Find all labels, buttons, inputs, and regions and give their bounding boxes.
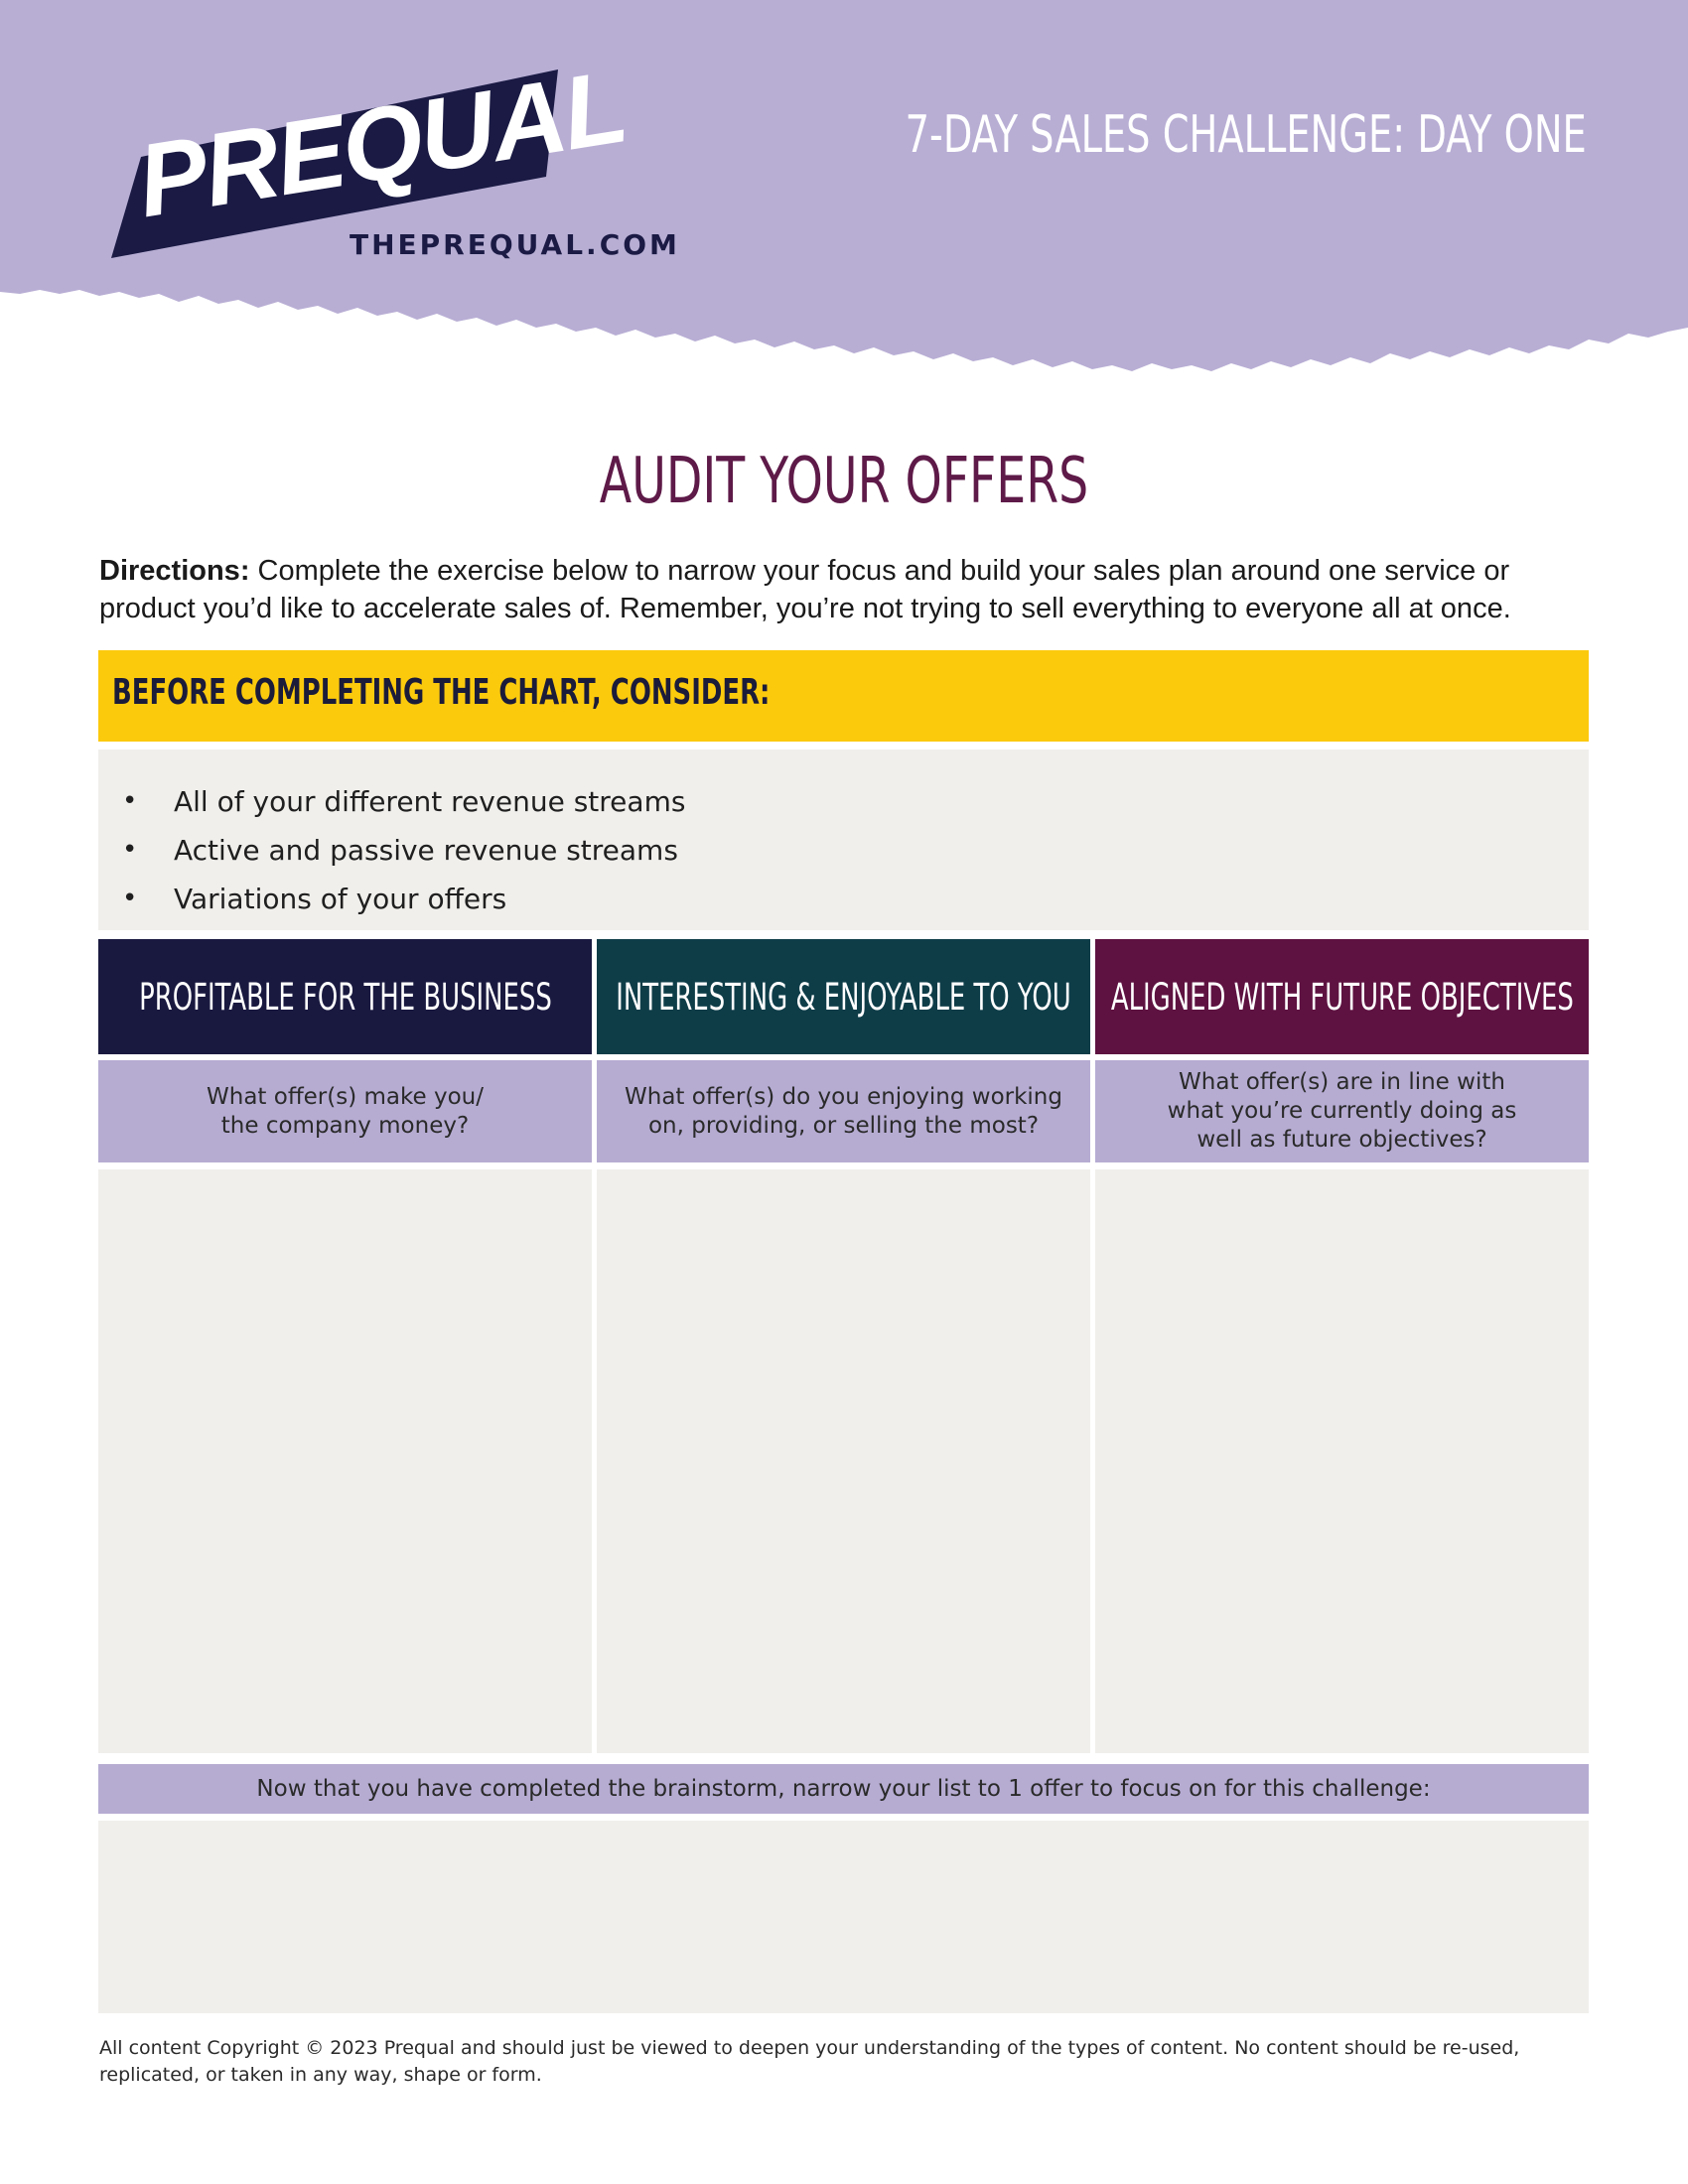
directions-label: Directions:	[99, 555, 250, 587]
copyright-footer: All content Copyright © 2023 Prequal and should just be viewed to deepen your understanding of the types of content. No content should be re-used, replicated, or taken in any way, shape or form.	[99, 2037, 1520, 2086]
prequal-logo	[111, 49, 680, 268]
column-header-aligned	[1095, 939, 1589, 1054]
column-header-interesting	[597, 939, 1090, 1054]
challenge-title: 7-DAY SALES CHALLENGE: DAY ONE	[905, 105, 1587, 165]
list-item	[122, 826, 685, 875]
logo-wordmark: PREQUAL	[129, 49, 633, 240]
column-question-aligned	[1095, 1060, 1589, 1162]
column-question-interesting	[597, 1060, 1090, 1162]
consider-heading-bar	[98, 650, 1589, 742]
bullet-icon: •	[122, 884, 138, 913]
list-item	[122, 875, 685, 923]
column-question-text: What offer(s) make you/ the company money?	[207, 1083, 484, 1139]
list-item	[122, 777, 685, 826]
column-header-label: ALIGNED WITH FUTURE OBJECTIVES	[1110, 975, 1574, 1019]
answer-area-aligned[interactable]	[1095, 1169, 1589, 1753]
bullet-icon: •	[122, 786, 138, 816]
consider-heading: BEFORE COMPLETING THE CHART, CONSIDER:	[112, 672, 771, 713]
column-header-label: INTERESTING & ENJOYABLE TO YOU	[616, 975, 1071, 1019]
list-item-text: Variations of your offers	[174, 883, 507, 915]
bullet-icon: •	[122, 835, 138, 865]
column-question-text: What offer(s) do you enjoying working on, providing, or selling the most?	[625, 1083, 1062, 1139]
logo-website: THEPREQUAL.COM	[350, 228, 680, 261]
consider-list-panel	[98, 750, 1589, 930]
narrow-prompt-bar	[98, 1764, 1589, 1814]
directions-paragraph	[99, 552, 1609, 627]
column-question-profitable	[98, 1060, 592, 1162]
narrow-prompt-text: Now that you have completed the brainstorm, narrow your list to 1 offer to focus on for this challenge:	[256, 1776, 1431, 1802]
column-question-text: What offer(s) are in line with what you’re currently doing as well as future objectives?	[1167, 1069, 1517, 1153]
page-title: AUDIT YOUR OFFERS	[599, 445, 1089, 518]
final-offer-answer-area[interactable]	[98, 1821, 1589, 2013]
answer-area-interesting[interactable]	[597, 1169, 1090, 1753]
list-item-text: Active and passive revenue streams	[174, 834, 678, 867]
consider-list	[122, 777, 685, 923]
directions-text: Complete the exercise below to narrow your focus and build your sales plan around one service or product you’d like to accelerate sales of. Remember, you’re not trying to sell everything to everyone all at once.	[99, 555, 1511, 624]
answer-area-profitable[interactable]	[98, 1169, 592, 1753]
list-item-text: All of your different revenue streams	[174, 785, 686, 818]
column-header-profitable	[98, 939, 592, 1054]
column-header-label: PROFITABLE FOR THE BUSINESS	[138, 975, 552, 1019]
